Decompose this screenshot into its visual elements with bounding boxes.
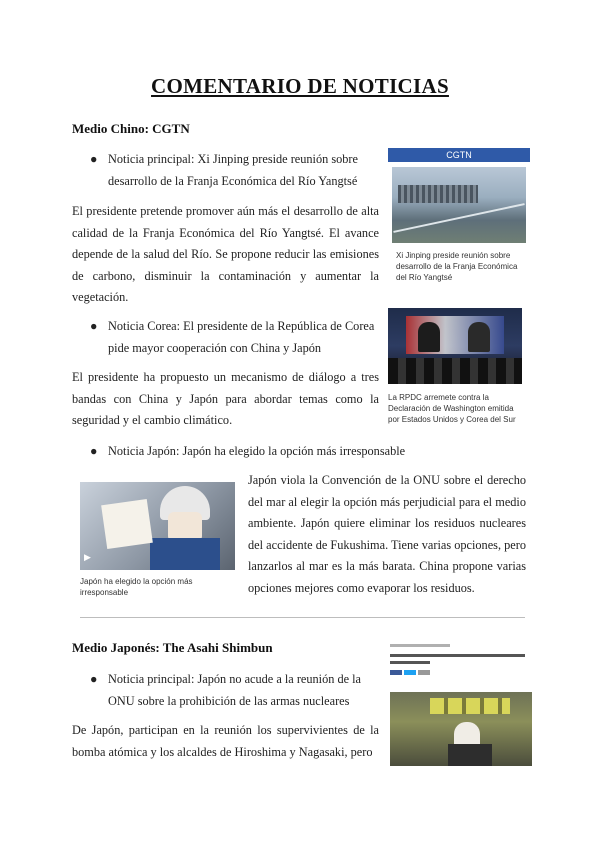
play-icon: ▶: [84, 552, 91, 562]
page-title: COMENTARIO DE NOTICIAS: [151, 74, 449, 98]
section-heading-asahi: Medio Japonés: The Asahi Shimbun: [72, 640, 273, 655]
un-meeting-photo: [390, 692, 532, 766]
image-caption: Japón ha elegido la opción más irresponsable: [80, 577, 193, 597]
city-river-photo: [392, 167, 526, 243]
bullet-text: Noticia Japón: Japón ha elegido la opción más irresponsable: [108, 444, 406, 458]
bullet-dot-icon: ●: [90, 672, 98, 686]
news-paragraph: De Japón, participan en la reunión los supervivientes de la bomba atómica y los alcaldes de Hiroshima y Nagasaki, pero: [72, 723, 379, 759]
cgtn-banner: CGTN: [388, 148, 530, 162]
news-paragraph: El presidente ha propuesto un mecanismo de diálogo a tres bandas con China y Japón para abordar temas como la seguridad y el cambio climático.: [72, 370, 379, 427]
news-image-asahi-screenshot: [386, 640, 534, 768]
bullet-text: Noticia Corea: El presidente de la República de Corea pide mayor cooperación con China y Japón: [108, 319, 375, 355]
bullet-text: Noticia principal: Xi Jinping preside reunión sobre desarrollo de la Franja Económica del Río Yangtsé: [108, 152, 358, 188]
image-caption: Xi Jinping preside reunión sobre desarrollo de la Franja Económica del Río Yangtsé: [396, 251, 518, 282]
section-divider: [80, 617, 525, 618]
bullet-text: Noticia principal: Japón no acude a la reunión de la ONU sobre la prohibición de las armas nucleares: [108, 672, 362, 708]
news-image-fukushima: [80, 482, 235, 570]
bullet-dot-icon: ●: [90, 319, 98, 333]
news-paragraph: El presidente pretende promover aún más el desarrollo de alta calidad de la Franja Económica del Río Yangtsé. El avance depende de la salud del Río. Se propone reducir las emisiones de carbono, disminuir la contaminación y aumentar la vegetación.: [72, 204, 379, 304]
news-image-korea: [388, 308, 522, 384]
bullet-dot-icon: ●: [90, 444, 98, 458]
news-paragraph: Japón viola la Convención de la ONU sobre el derecho del mar al elegir la opción más perjudicial para el medio ambiente. Japón quiere eliminar los residuos nucleares del accidente de Fukushima. Tiene varias opciones, pero lanzarlos al mar es la más barata. China propone varias opciones mejores como evaporar los residuos.: [248, 473, 526, 595]
news-image-yangtze: [388, 148, 530, 244]
section-heading-cgtn: Medio Chino: CGTN: [72, 121, 190, 136]
image-caption: La RPDC arremete contra la Declaración de Washington emitida por Estados Unidos y Corea del Sur: [388, 393, 516, 424]
bullet-dot-icon: ●: [90, 152, 98, 166]
